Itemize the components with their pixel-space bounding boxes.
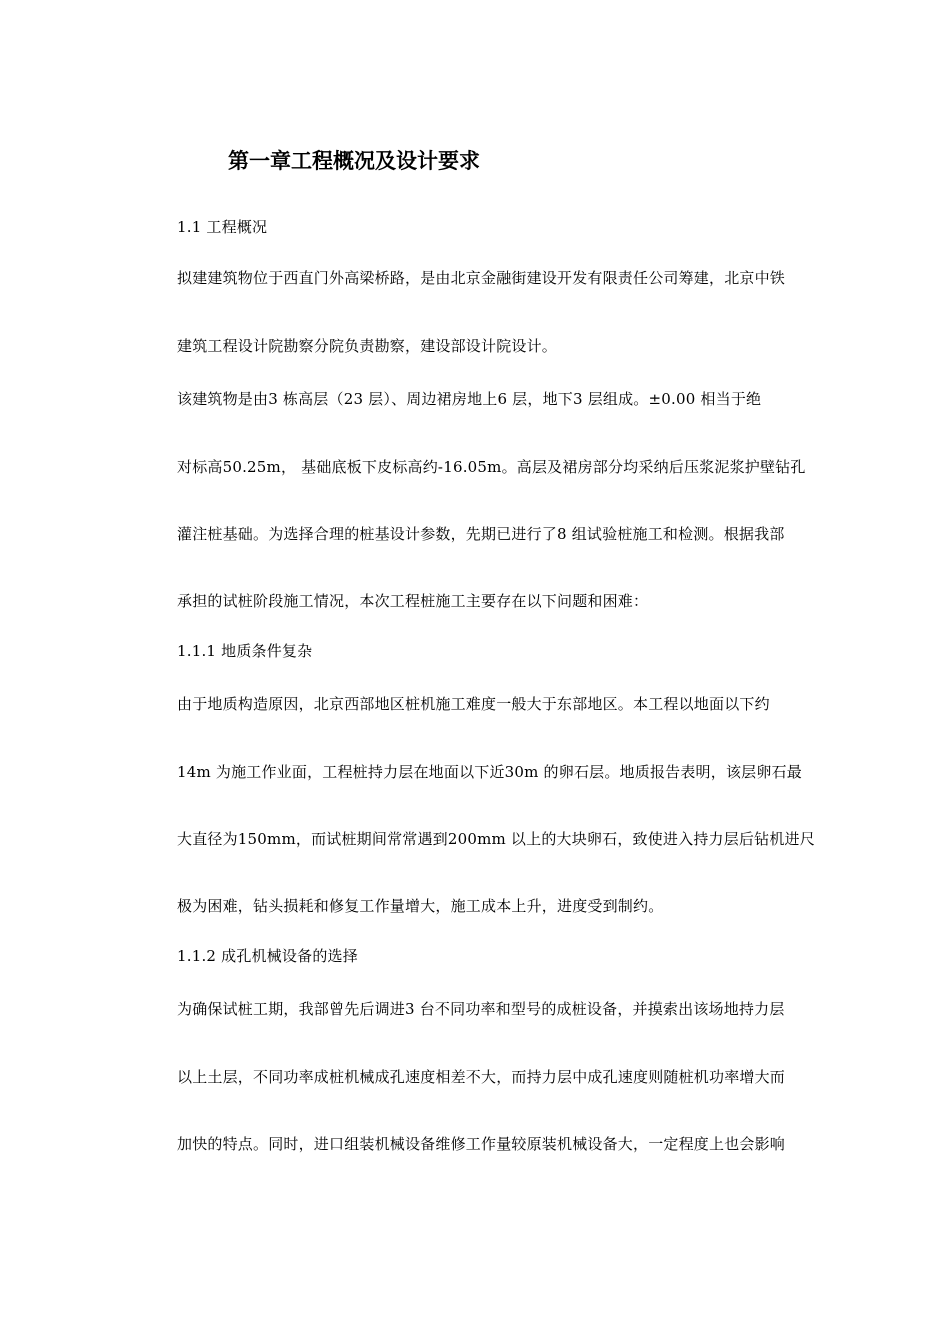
paragraph-line: 14m 为施工作业面，工程桩持力层在地面以下近30m 的卵石层。地质报告表明，该层卵石最 <box>177 763 802 781</box>
paragraph-line: 由于地质构造原因，北京西部地区桩机施工难度一般大于东部地区。本工程以地面以下约 <box>177 695 770 713</box>
section-heading-1-1-1: 1.1.1 地质条件复杂 <box>177 642 313 660</box>
paragraph-line: 以上土层，不同功率成桩机械成孔速度相差不大，而持力层中成孔速度则随桩机功率增大而 <box>177 1068 786 1086</box>
paragraph-line: 对标高50.25m， 基础底板下皮标高约-16.05m。高层及裙房部分均采纳后压浆泥浆护壁钻孔 <box>177 458 806 476</box>
paragraph-line: 大直径为150mm，而试桩期间常常遇到200mm 以上的大块卵石，致使进入持力层后钻机进尺 <box>177 830 815 848</box>
paragraph-line: 拟建建筑物位于西直门外高梁桥路，是由北京金融街建设开发有限责任公司筹建，北京中铁 <box>177 269 786 287</box>
paragraph-line: 为确保试桩工期，我部曾先后调进3 台不同功率和型号的成桩设备，并摸索出该场地持力层 <box>177 1000 785 1018</box>
section-heading-1-1: 1.1 工程概况 <box>177 218 268 236</box>
paragraph-line: 承担的试桩阶段施工情况，本次工程桩施工主要存在以下问题和困难： <box>177 592 649 610</box>
paragraph-line: 加快的特点。同时，进口组装机械设备维修工作量较原装机械设备大，一定程度上也会影响 <box>177 1135 786 1153</box>
section-heading-1-1-2: 1.1.2 成孔机械设备的选择 <box>177 947 358 965</box>
paragraph-line: 该建筑物是由3 栋高层（23 层）、周边裙房地上6 层，地下3 层组成。±0.00 相当于绝 <box>177 390 762 408</box>
paragraph-line: 灌注桩基础。为选择合理的桩基设计参数，先期已进行了8 组试验桩施工和检测。根据我部 <box>177 525 785 543</box>
chapter-title: 第一章工程概况及设计要求 <box>228 149 480 173</box>
paragraph-line: 极为困难，钻头损耗和修复工作量增大，施工成本上升，进度受到制约。 <box>177 897 664 915</box>
paragraph-line: 建筑工程设计院勘察分院负责勘察，建设部设计院设计。 <box>177 337 558 355</box>
